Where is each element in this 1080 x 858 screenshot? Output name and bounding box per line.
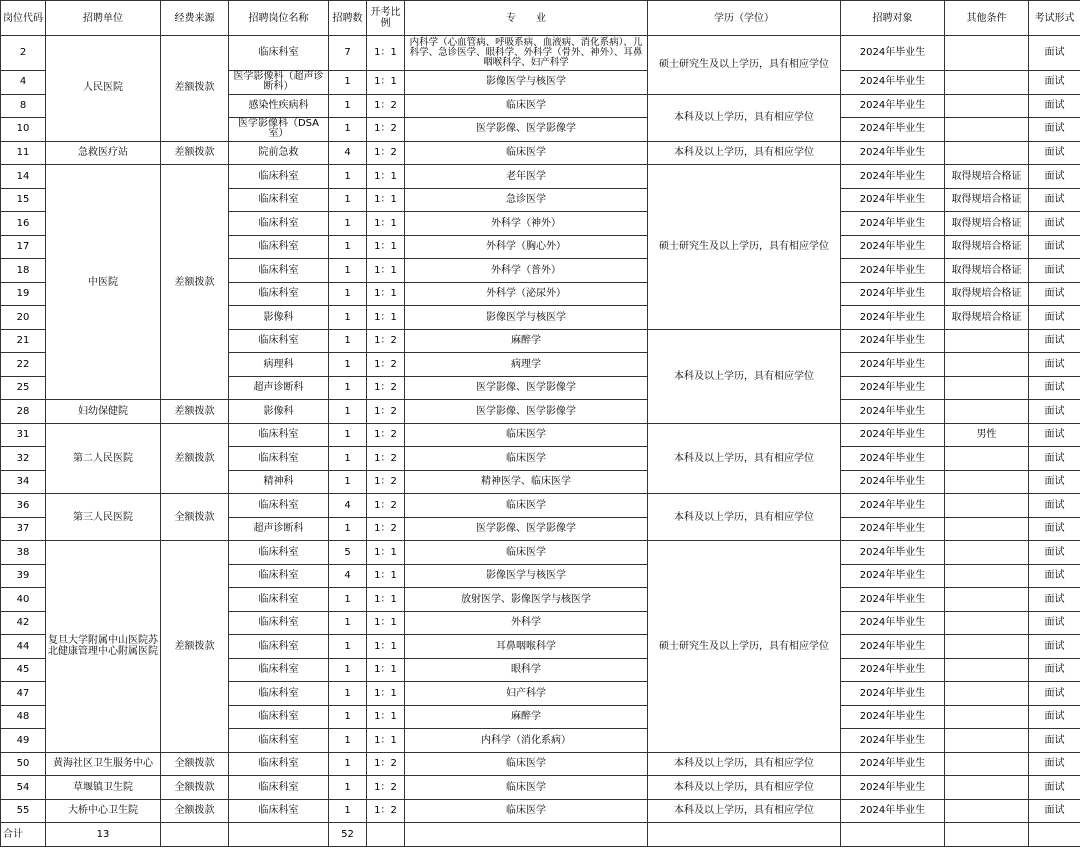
col-position: 招聘岗位名称	[229, 1, 329, 36]
fund-cell: 差额拨款	[161, 141, 229, 165]
table-row: 10 医学影像科（DSA室） 1 1：2 医学影像、医学影像学 2024年毕业生 面试	[1, 118, 1080, 142]
edu-cell: 本科及以上学历，具有相应学位	[648, 329, 841, 423]
table-row: 16 临床科室 1 1：1 外科学（神外） 2024年毕业生 取得规培合格证 面试	[1, 212, 1080, 236]
table-row: 38 复旦大学附属中山医院苏北健康管理中心附属医院 差额拨款 临床科室 5 1：1 临床医学 硕士研究生及以上学历，具有相应学位 2024年毕业生 面试	[1, 541, 1080, 565]
edu-cell: 本科及以上学历，具有相应学位	[648, 776, 841, 800]
table-row: 36 第三人民医院 全额拨款 临床科室 4 1：2 临床医学 本科及以上学历，具有相应学位 2024年毕业生 面试	[1, 494, 1080, 518]
table-row: 25 超声诊断科 1 1：2 医学影像、医学影像学 2024年毕业生 面试	[1, 376, 1080, 400]
table-row: 39 临床科室 4 1：1 影像医学与核医学 2024年毕业生 面试	[1, 564, 1080, 588]
table-row: 45 临床科室 1 1：1 眼科学 2024年毕业生 面试	[1, 658, 1080, 682]
fund-cell: 差额拨款	[161, 541, 229, 753]
fund-cell: 差额拨款	[161, 423, 229, 494]
fund-cell: 差额拨款	[161, 400, 229, 424]
unit-cell: 妇幼保健院	[46, 400, 161, 424]
table-row: 49 临床科室 1 1：1 内科学（消化系病） 2024年毕业生 面试	[1, 729, 1080, 753]
table-row: 40 临床科室 1 1：1 放射医学、影像医学与核医学 2024年毕业生 面试	[1, 588, 1080, 612]
col-unit: 招聘单位	[46, 1, 161, 36]
edu-cell: 本科及以上学历，具有相应学位	[648, 423, 841, 494]
unit-cell: 黄海社区卫生服务中心	[46, 752, 161, 776]
col-code: 岗位代码	[1, 1, 46, 36]
table-row: 32 临床科室 1 1：2 临床医学 2024年毕业生 面试	[1, 447, 1080, 471]
edu-cell: 硕士研究生及以上学历，具有相应学位	[648, 165, 841, 330]
total-row	[1, 823, 1080, 847]
col-fund: 经费来源	[161, 1, 229, 36]
table-row: 48 临床科室 1 1：1 麻醉学 2024年毕业生 面试	[1, 705, 1080, 729]
table-row: 37 超声诊断科 1 1：2 医学影像、医学影像学 2024年毕业生 面试	[1, 517, 1080, 541]
col-target: 招聘对象	[841, 1, 945, 36]
unit-cell: 第三人民医院	[46, 494, 161, 541]
total-units: 13	[46, 823, 161, 847]
table-row: 34 精神科 1 1：2 精神医学、临床医学 2024年毕业生 面试	[1, 470, 1080, 494]
table-row: 21 临床科室 1 1：2 麻醉学 本科及以上学历，具有相应学位 2024年毕业生 面试	[1, 329, 1080, 353]
table-row: 2 人民医院 差额拨款 临床科室 7 1：1 内科学（心血管病、呼吸系病、血液病、消化系病）、儿科学、急诊医学、眼科学、外科学（骨外、神外）、耳鼻咽喉科学、妇产科学 硕士研究生及以上学历，具有相应学位 2024年毕业生 面试	[1, 36, 1080, 71]
table-row: 42 临床科室 1 1：1 外科学 2024年毕业生 面试	[1, 611, 1080, 635]
fund-cell: 差额拨款	[161, 36, 229, 142]
edu-cell: 硕士研究生及以上学历，具有相应学位	[648, 36, 841, 95]
edu-cell: 本科及以上学历，具有相应学位	[648, 141, 841, 165]
table-row: 19 临床科室 1 1：1 外科学（泌尿外） 2024年毕业生 取得规培合格证 面试	[1, 282, 1080, 306]
edu-cell: 硕士研究生及以上学历，具有相应学位	[648, 541, 841, 753]
table-row: 22 病理科 1 1：2 病理学 2024年毕业生 面试	[1, 353, 1080, 377]
unit-cell: 第二人民医院	[46, 423, 161, 494]
total-label: 合计	[1, 823, 46, 847]
fund-cell: 全额拨款	[161, 776, 229, 800]
edu-cell: 本科及以上学历，具有相应学位	[648, 799, 841, 823]
col-ratio: 开考比例	[367, 1, 405, 36]
header-row	[1, 1, 1080, 36]
unit-cell: 大桥中心卫生院	[46, 799, 161, 823]
unit-cell: 中医院	[46, 165, 161, 400]
table-row: 4 医学影像科（超声诊断科） 1 1：1 影像医学与核医学 2024年毕业生 面试	[1, 71, 1080, 95]
table-row: 54 草堰镇卫生院 全额拨款 临床科室 1 1：2 临床医学 本科及以上学历，具有相应学位 2024年毕业生 面试	[1, 776, 1080, 800]
col-exam: 考试形式	[1029, 1, 1080, 36]
table-row: 50 黄海社区卫生服务中心 全额拨款 临床科室 1 1：2 临床医学 本科及以上学历，具有相应学位 2024年毕业生 面试	[1, 752, 1080, 776]
table-row: 17 临床科室 1 1：1 外科学（胸心外） 2024年毕业生 取得规培合格证 面试	[1, 235, 1080, 259]
fund-cell: 全额拨款	[161, 494, 229, 541]
col-major: 专 业	[405, 1, 648, 36]
table-row: 18 临床科室 1 1：1 外科学（普外） 2024年毕业生 取得规培合格证 面试	[1, 259, 1080, 283]
table-row: 14 中医院 差额拨款 临床科室 1 1：1 老年医学 硕士研究生及以上学历，具有相应学位 2024年毕业生 取得规培合格证 面试	[1, 165, 1080, 189]
table-row: 20 影像科 1 1：1 影像医学与核医学 2024年毕业生 取得规培合格证 面试	[1, 306, 1080, 330]
table-row: 31 第二人民医院 差额拨款 临床科室 1 1：2 临床医学 本科及以上学历，具有相应学位 2024年毕业生 男性 面试	[1, 423, 1080, 447]
fund-cell: 全额拨款	[161, 799, 229, 823]
table-row: 15 临床科室 1 1：1 急诊医学 2024年毕业生 取得规培合格证 面试	[1, 188, 1080, 212]
edu-cell: 本科及以上学历，具有相应学位	[648, 94, 841, 141]
unit-cell: 急救医疗站	[46, 141, 161, 165]
table-row: 47 临床科室 1 1：1 妇产科学 2024年毕业生 面试	[1, 682, 1080, 706]
col-count: 招聘数	[329, 1, 367, 36]
table-row: 8 感染性疾病科 1 1：2 临床医学 本科及以上学历，具有相应学位 2024年毕业生 面试	[1, 94, 1080, 118]
table-row: 55 大桥中心卫生院 全额拨款 临床科室 1 1：2 临床医学 本科及以上学历，具有相应学位 2024年毕业生 面试	[1, 799, 1080, 823]
fund-cell: 全额拨款	[161, 752, 229, 776]
col-other: 其他条件	[945, 1, 1029, 36]
total-count: 52	[329, 823, 367, 847]
table-row: 28 妇幼保健院 差额拨款 影像科 1 1：2 医学影像、医学影像学 2024年毕业生 面试	[1, 400, 1080, 424]
unit-cell: 人民医院	[46, 36, 161, 142]
table-row: 44 临床科室 1 1：1 耳鼻咽喉科学 2024年毕业生 面试	[1, 635, 1080, 659]
fund-cell: 差额拨款	[161, 165, 229, 400]
edu-cell: 本科及以上学历，具有相应学位	[648, 752, 841, 776]
unit-cell: 草堰镇卫生院	[46, 776, 161, 800]
unit-cell: 复旦大学附属中山医院苏北健康管理中心附属医院	[46, 541, 161, 753]
edu-cell: 本科及以上学历，具有相应学位	[648, 494, 841, 541]
table-row: 11 急救医疗站 差额拨款 院前急救 4 1：2 临床医学 本科及以上学历，具有相应学位 2024年毕业生 面试	[1, 141, 1080, 165]
col-edu: 学历（学位）	[648, 1, 841, 36]
